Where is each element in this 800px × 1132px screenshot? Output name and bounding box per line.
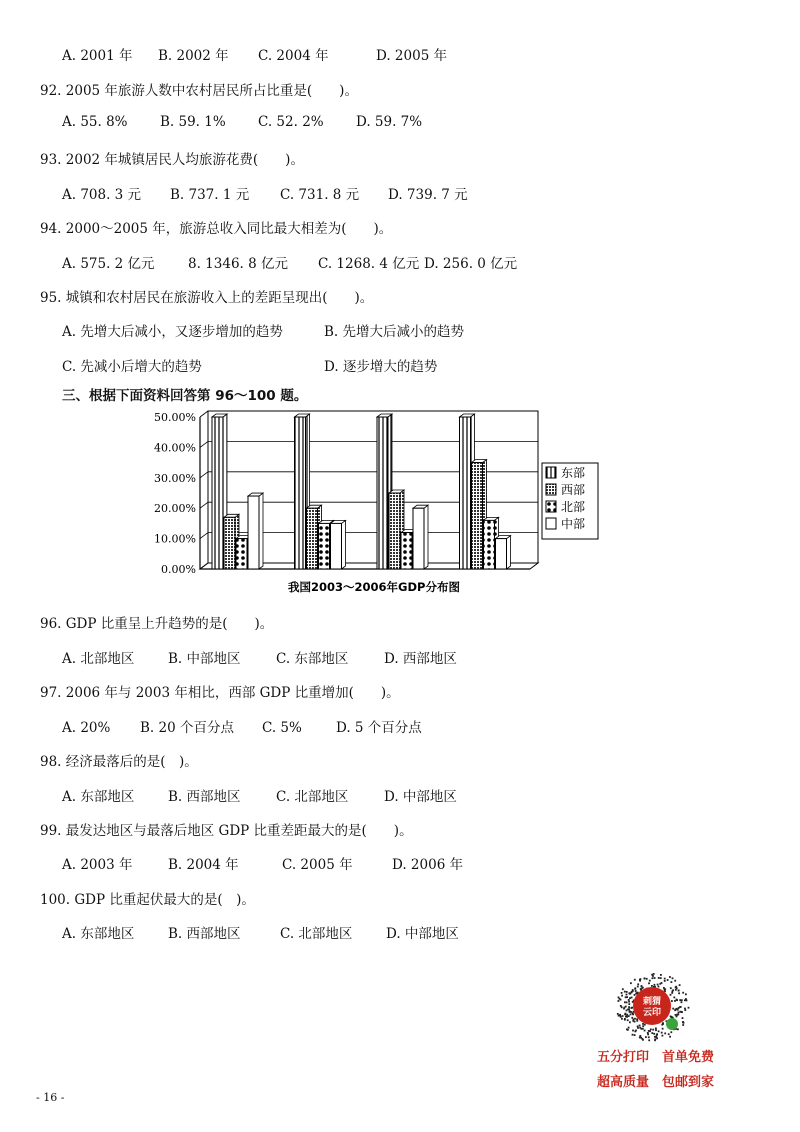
- q92-option-d: D. 59. 7%: [356, 114, 423, 130]
- qr-module: [628, 1003, 630, 1005]
- qr-module: [662, 1028, 664, 1030]
- qr-code-graphic: [612, 970, 692, 1042]
- qr-module: [679, 1006, 681, 1008]
- qr-module: [662, 1023, 664, 1025]
- qr-module: [620, 1005, 622, 1007]
- qr-module: [656, 1033, 658, 1035]
- qr-module: [637, 986, 639, 988]
- qr-module: [644, 1030, 646, 1032]
- qr-module: [684, 1008, 686, 1010]
- chart-bar-side: [259, 493, 263, 569]
- q100-option-b: B. 西部地区: [168, 926, 241, 942]
- chart-y-tick-label: 40.00%: [154, 441, 196, 455]
- qr-module: [651, 985, 653, 987]
- q97-option-b: B. 20 个百分点: [140, 720, 234, 736]
- qr-module: [664, 989, 666, 991]
- q98-option-c: C. 北部地区: [276, 789, 349, 805]
- qr-module: [676, 1014, 678, 1016]
- chart-gridline-tick: [200, 411, 208, 417]
- qr-code[interactable]: [612, 970, 692, 1042]
- chart-bar-front: [484, 520, 495, 569]
- q94-option-c: C. 1268. 4 亿元: [318, 256, 420, 272]
- qr-module: [651, 1032, 653, 1034]
- qr-module: [618, 1000, 620, 1002]
- q97-text: 97. 2006 年与 2003 年相比，西部 GDP 比重增加( )。: [40, 685, 400, 701]
- chart-legend-swatch: [546, 484, 556, 495]
- qr-module: [637, 1027, 639, 1029]
- qr-module: [670, 987, 672, 989]
- qr-module: [651, 974, 653, 976]
- qr-module: [641, 985, 643, 987]
- qr-module: [678, 992, 680, 994]
- qr-module: [671, 1016, 673, 1018]
- qr-module: [654, 984, 656, 986]
- qr-module: [639, 1035, 641, 1037]
- qr-module: [622, 988, 624, 990]
- qr-module: [678, 990, 680, 992]
- qr-module: [626, 991, 628, 993]
- q99-options: [62, 853, 463, 873]
- qr-module: [672, 977, 674, 979]
- chart-bar-front: [236, 539, 247, 569]
- qr-module: [630, 982, 632, 984]
- chart-bar-front: [295, 417, 306, 569]
- qr-module: [642, 1023, 644, 1025]
- qr-module: [634, 1031, 636, 1033]
- qr-module: [671, 992, 673, 994]
- chart-bar-front: [496, 539, 507, 569]
- q95-option-d: D. 逐步增大的趋势: [324, 359, 438, 375]
- qr-module: [626, 1002, 628, 1004]
- qr-module: [682, 992, 684, 994]
- qr-module: [627, 1009, 629, 1011]
- q96-options: [62, 647, 457, 667]
- qr-module: [673, 997, 675, 999]
- chart-bar-front: [319, 523, 330, 569]
- qr-module: [619, 1014, 621, 1016]
- chart-bar-front: [248, 496, 259, 569]
- qr-module: [635, 993, 637, 995]
- q96-text: 96. GDP 比重呈上升趋势的是( )。: [40, 616, 274, 632]
- q94-options: [62, 252, 517, 272]
- qr-module: [644, 1024, 646, 1026]
- qr-module: [671, 981, 673, 983]
- chart-bar-front: [389, 493, 400, 569]
- q91-option-d: D. 2005 年: [376, 48, 448, 64]
- chart-title: 我国2003～2006年GDP分布图: [288, 580, 460, 594]
- chart-bar-side: [342, 520, 346, 569]
- q99-option-b: B. 2004 年: [168, 857, 239, 873]
- qr-module: [688, 1007, 690, 1009]
- chart-bar-front: [472, 463, 483, 569]
- qr-module: [653, 1033, 655, 1035]
- qr-module: [658, 977, 660, 979]
- qr-module: [620, 1016, 622, 1018]
- qr-module: [648, 1036, 650, 1038]
- qr-module: [628, 1027, 630, 1029]
- chart-bar-front: [224, 517, 235, 569]
- chart-bar-side: [507, 536, 511, 569]
- chart-y-tick-label: 30.00%: [154, 471, 196, 485]
- qr-module: [630, 1014, 632, 1016]
- qr-module: [628, 1001, 630, 1003]
- qr-module: [624, 1007, 626, 1009]
- chart-bar: [496, 536, 511, 569]
- qr-module: [658, 986, 660, 988]
- qr-module: [617, 1013, 619, 1015]
- qr-module: [672, 1008, 674, 1010]
- q98-option-d: D. 中部地区: [384, 789, 457, 805]
- qr-module: [635, 990, 637, 992]
- q96-option-d: D. 西部地区: [384, 651, 457, 667]
- chart-bar-front: [331, 523, 342, 569]
- chart-bar: [413, 505, 428, 569]
- qr-module: [655, 1029, 657, 1031]
- qr-logo-text-bottom: 云印: [642, 1008, 662, 1018]
- chart-legend-swatch: [546, 467, 556, 478]
- qr-module: [686, 1000, 688, 1002]
- qr-module: [679, 999, 681, 1001]
- qr-module: [681, 1001, 683, 1003]
- qr-module: [629, 992, 631, 994]
- qr-module: [621, 995, 623, 997]
- qr-module: [628, 999, 630, 1001]
- qr-module: [625, 996, 627, 998]
- qr-module: [640, 988, 642, 990]
- chart-legend-label: 西部: [561, 483, 586, 497]
- chart-legend-swatch: [546, 518, 556, 529]
- qr-module: [669, 1036, 671, 1038]
- q98-option-b: B. 西部地区: [168, 789, 241, 805]
- qr-module: [624, 1019, 626, 1021]
- q91-option-c: C. 2004 年: [258, 48, 329, 64]
- qr-module: [626, 1010, 628, 1012]
- qr-module: [657, 984, 659, 986]
- chart-gridline-tick: [200, 472, 208, 478]
- chart-bar-front: [401, 533, 412, 569]
- q92-options: [62, 114, 422, 130]
- q96-option-a: A. 北部地区: [62, 651, 135, 667]
- qr-module: [670, 1031, 672, 1033]
- q99-option-d: D. 2006 年: [392, 857, 464, 873]
- qr-module: [629, 1011, 631, 1013]
- qr-module: [634, 987, 636, 989]
- q100-option-c: C. 北部地区: [280, 926, 353, 942]
- qr-module: [639, 1025, 641, 1027]
- qr-module: [632, 989, 634, 991]
- qr-module: [642, 1039, 644, 1041]
- qr-module: [682, 1021, 684, 1023]
- qr-module: [672, 990, 674, 992]
- qr-module: [685, 993, 687, 995]
- q93-option-c: C. 731. 8 元: [280, 187, 360, 203]
- qr-module: [639, 979, 641, 981]
- section-3-heading: 三、根据下面资料回答第 96～100 题。: [62, 388, 308, 404]
- chart-bar-front: [307, 508, 318, 569]
- qr-module: [668, 1033, 670, 1035]
- chart-legend-label: 中部: [561, 517, 586, 531]
- chart-legend-label: 北部: [561, 500, 586, 514]
- q95-option-c: C. 先减小后增大的趋势: [62, 359, 202, 375]
- qr-module: [622, 1015, 624, 1017]
- q98-text: 98. 经济最落后的是( )。: [40, 754, 198, 770]
- qr-module: [632, 1030, 634, 1032]
- qr-module: [627, 1019, 629, 1021]
- qr-module: [625, 1013, 627, 1015]
- q93-option-a: A. 708. 3 元: [62, 187, 142, 203]
- qr-module: [618, 997, 620, 999]
- qr-module: [654, 1036, 656, 1038]
- qr-module: [637, 983, 639, 985]
- qr-module: [629, 997, 631, 999]
- q100-option-a: A. 东部地区: [62, 926, 135, 942]
- q92-option-a: A. 55. 8%: [62, 114, 128, 130]
- q98-options: [62, 785, 457, 805]
- qr-module: [628, 1006, 630, 1008]
- chart-y-ticks: [154, 411, 196, 576]
- qr-module: [661, 1032, 663, 1034]
- chart-y-tick-label: 50.00%: [154, 411, 196, 424]
- qr-module: [679, 984, 681, 986]
- qr-module: [660, 974, 662, 976]
- qr-logo-text-top: 刺猬: [642, 997, 662, 1007]
- qr-module: [621, 1018, 623, 1020]
- qr-module: [678, 1012, 680, 1014]
- qr-module: [631, 1007, 633, 1009]
- qr-module: [652, 1029, 654, 1031]
- chart-gridline-tick: [200, 502, 208, 508]
- qr-module: [660, 977, 662, 979]
- qr-module: [650, 1029, 652, 1031]
- qr-module: [667, 979, 669, 981]
- qr-module: [659, 983, 661, 985]
- q92-text: 92. 2005 年旅游人数中农村居民所占比重是( )。: [40, 83, 358, 99]
- qr-module: [652, 977, 654, 979]
- q93-options: [62, 183, 468, 203]
- qr-caption-1: 五分打印 首单免费: [597, 1050, 715, 1065]
- q95-options-row2: [62, 355, 437, 375]
- qr-module: [631, 997, 633, 999]
- qr-mini-badge: [666, 1018, 678, 1030]
- qr-module: [639, 1037, 641, 1039]
- q95-options-row1: [62, 320, 464, 340]
- qr-module: [681, 999, 683, 1001]
- q100-text: 100. GDP 比重起伏最大的是( )。: [40, 892, 255, 908]
- qr-module: [621, 992, 623, 994]
- q92-option-b: B. 59. 1%: [160, 114, 226, 130]
- qr-module: [629, 1021, 631, 1023]
- qr-module: [658, 1030, 660, 1032]
- qr-module: [664, 978, 666, 980]
- chart-legend-swatch: [546, 501, 556, 512]
- q94-option-d: D. 256. 0 亿元: [424, 256, 518, 272]
- q94-option-b: 8. 1346. 8 亿元: [188, 256, 288, 272]
- qr-module: [628, 1015, 630, 1017]
- q99-option-a: A. 2003 年: [62, 857, 133, 873]
- chart-legend: [542, 463, 598, 539]
- qr-module: [642, 1025, 644, 1027]
- qr-module: [631, 1017, 633, 1019]
- qr-module: [653, 973, 655, 975]
- q100-options: [62, 922, 459, 942]
- qr-module: [624, 1001, 626, 1003]
- qr-module: [642, 987, 644, 989]
- q100-option-d: D. 中部地区: [386, 926, 459, 942]
- qr-module: [682, 1017, 684, 1019]
- qr-module: [671, 1000, 673, 1002]
- qr-module: [649, 980, 651, 982]
- qr-module: [664, 1033, 666, 1035]
- q97-option-d: D. 5 个百分点: [336, 720, 422, 736]
- qr-module: [634, 1034, 636, 1036]
- q95-text: 95. 城镇和农村居民在旅游收入上的差距呈现出( )。: [40, 290, 374, 306]
- chart-gridline-tick: [200, 533, 208, 539]
- qr-module: [675, 1014, 677, 1016]
- qr-module: [648, 1030, 650, 1032]
- qr-module: [662, 1035, 664, 1037]
- chart-bar-front: [212, 417, 223, 569]
- chart-bar-front: [377, 417, 388, 569]
- qr-module: [681, 1011, 683, 1013]
- qr-module: [663, 987, 665, 989]
- qr-module: [642, 1028, 644, 1030]
- qr-module: [646, 978, 648, 980]
- qr-module: [677, 1028, 679, 1030]
- qr-module: [684, 1009, 686, 1011]
- chart-bar: [248, 493, 263, 569]
- qr-module: [676, 1016, 678, 1018]
- chart-bar: [331, 520, 346, 569]
- gdp-chart: [150, 405, 610, 595]
- q95-option-b: B. 先增大后减小的趋势: [324, 324, 465, 340]
- q91-option-a: A. 2001 年: [62, 48, 133, 64]
- q95-option-a: A. 先增大后减小，又逐步增加的趋势: [62, 324, 283, 340]
- chart-bar-front: [460, 417, 471, 569]
- qr-module: [675, 987, 677, 989]
- page-number: - 16 -: [36, 1091, 65, 1104]
- q97-option-c: C. 5%: [262, 720, 302, 736]
- qr-module: [670, 994, 672, 996]
- chart-y-tick-label: 0.00%: [161, 563, 196, 576]
- qr-module: [624, 991, 626, 993]
- qr-module: [634, 1021, 636, 1023]
- q97-option-a: A. 20%: [62, 720, 111, 736]
- q97-options: [62, 716, 422, 736]
- qr-module: [634, 994, 636, 996]
- qr-module: [669, 976, 671, 978]
- qr-module: [632, 1013, 634, 1015]
- q92-option-c: C. 52. 2%: [258, 114, 324, 130]
- qr-module: [645, 1036, 647, 1038]
- chart-y-tick-label: 20.00%: [154, 502, 196, 516]
- gdp-chart-svg: [150, 405, 610, 595]
- chart-bar-side: [424, 505, 428, 569]
- q96-option-b: B. 中部地区: [168, 651, 241, 667]
- q99-option-c: C. 2005 年: [282, 857, 353, 873]
- q94-text: 94. 2000～2005 年，旅游总收入同比最大相差为( )。: [40, 221, 393, 237]
- q96-option-c: C. 东部地区: [276, 651, 349, 667]
- qr-module: [675, 1009, 677, 1011]
- qr-module: [647, 1034, 649, 1036]
- q91-options: [62, 44, 447, 64]
- chart-y-tick-label: 10.00%: [154, 532, 196, 546]
- qr-module: [625, 1016, 627, 1018]
- qr-module: [634, 1018, 636, 1020]
- qr-module: [644, 978, 646, 980]
- qr-module: [639, 1027, 641, 1029]
- qr-module: [626, 994, 628, 996]
- q99-text: 99. 最发达地区与最落后地区 GDP 比重差距最大的是( )。: [40, 823, 413, 839]
- qr-module: [632, 1034, 634, 1036]
- chart-bar-front: [413, 508, 424, 569]
- qr-module: [648, 1039, 650, 1041]
- qr-module: [627, 1029, 629, 1031]
- qr-module: [636, 1020, 638, 1022]
- qr-module: [664, 980, 666, 982]
- qr-module: [684, 999, 686, 1001]
- chart-legend-label: 东部: [561, 466, 586, 480]
- qr-caption-2: 超高质量 包邮到家: [597, 1075, 715, 1090]
- qr-module: [682, 1024, 684, 1026]
- q91-option-b: B. 2002 年: [158, 48, 229, 64]
- q94-option-a: A. 575. 2 亿元: [62, 256, 155, 272]
- q93-option-d: D. 739. 7 元: [388, 187, 468, 203]
- qr-module: [654, 1039, 656, 1041]
- q93-text: 93. 2002 年城镇居民人均旅游花费( )。: [40, 152, 304, 168]
- qr-module: [674, 980, 676, 982]
- qr-module: [654, 977, 656, 979]
- qr-module: [634, 979, 636, 981]
- q98-option-a: A. 东部地区: [62, 789, 135, 805]
- qr-module: [676, 999, 678, 1001]
- q93-option-b: B. 737. 1 元: [170, 187, 250, 203]
- chart-gridline-tick: [200, 441, 208, 447]
- qr-module: [655, 1028, 657, 1030]
- qr-module: [648, 982, 650, 984]
